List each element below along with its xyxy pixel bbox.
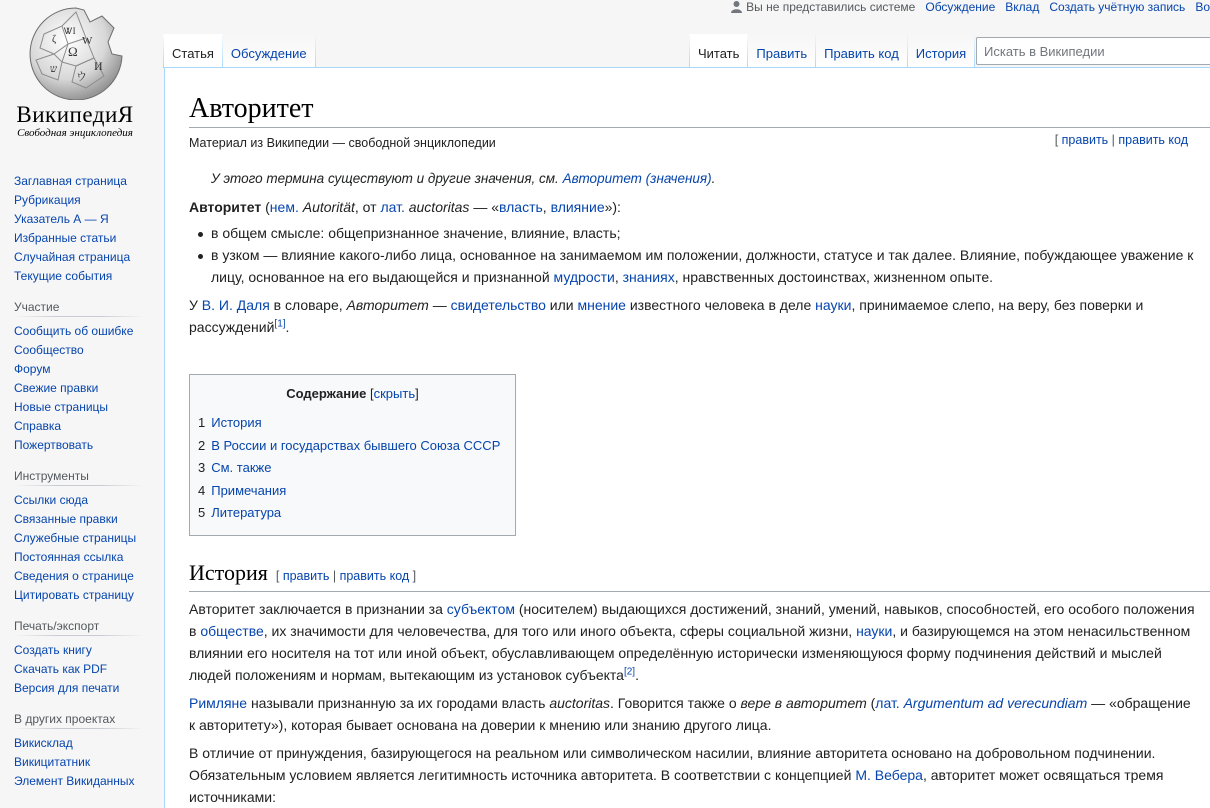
para-text: , их значимости для человечества, для того или иного объекта, сферы социальной жизни, [263,622,857,639]
lead-text: — « [469,199,500,215]
toc-item-label[interactable]: В России и государствах бывшего Союза СССР [211,437,501,453]
toc-heading: Содержание [286,386,367,401]
participation-heading: Участие [14,300,144,318]
toc-list [198,412,507,525]
list-text: , нравственных достоинствах, жизненном опыте. [674,269,994,285]
argumentum-link[interactable]: Argumentum ad verecundiam [899,694,1088,711]
lead-paragraph [189,196,1199,218]
para-text: , принимаемое слепо, на веру, без поверки и рассуждений [189,297,1144,335]
toc-item-label[interactable]: История [211,415,262,430]
romans-link[interactable]: Римляне [189,694,248,711]
sidebar-item-recent-changes[interactable]: Свежие правки [14,381,99,395]
toc-item[interactable] [198,435,507,458]
tools-portal [0,469,160,605]
toc-item[interactable] [198,457,507,480]
sidebar-item-create-book[interactable]: Создать книгу [14,643,92,657]
wisdom-link[interactable]: мудрости [553,269,615,285]
table-of-contents [189,374,516,536]
view-tabs [689,34,975,68]
subject-link[interactable]: субъектом [446,600,515,617]
edit-separator: | [1108,133,1119,147]
wikipedia-tagline: Свободная энциклопедия [17,127,133,139]
sidebar-item-random[interactable]: Случайная страница [14,250,131,264]
testimony-link[interactable]: свидетельство [450,297,546,313]
toc-number: 4 [198,482,206,498]
bracket-open: [ [1054,133,1062,147]
sidebar-item-community[interactable]: Сообщество [14,343,84,357]
definition-list [211,222,1199,288]
reference-1-link[interactable]: [1] [274,318,286,330]
user-icon [731,1,742,13]
login-link[interactable]: Во [1195,0,1210,14]
sidebar-item-forum[interactable]: Форум [14,362,51,376]
para-text: . [285,319,290,335]
power-link[interactable]: власть [499,199,543,215]
sidebar-item-page-info[interactable]: Сведения о странице [14,569,134,583]
tab-history-label: История [915,46,967,61]
opinion-link[interactable]: мнение [577,297,626,313]
tab-history[interactable] [908,34,975,68]
list-text: в узком — влияние какого-либо лица, основанное на занимаемом им положении, должности, статусе и так далее. Влияние, побуждающее уважение к лицу, основанное на его выдающейся и признанной [211,247,1194,285]
tools-heading: Инструменты [14,469,144,487]
list-item: в общем смысле: общепризнанное значение, влияние, власть; [211,222,1199,244]
section-edit-link[interactable]: править [282,568,330,583]
faith-term: вере в авторитет [740,694,867,711]
page-title: Авторитет [189,92,1210,128]
influence-link[interactable]: влияние [550,199,605,215]
lead-text: »): [604,199,621,215]
hatnote [189,168,1199,190]
site-subtitle: Материал из Википедии — свободной энциклопедии [189,136,496,150]
para-text: — «обращение к авторитету»), которая бывает основана на доверии к мнению или знанию другого лица. [189,694,1191,733]
list-item [211,244,1199,288]
sidebar-item-special-pages[interactable]: Служебные страницы [14,531,137,545]
tab-edit-label: Править [756,46,808,61]
dal-term: Авторитет [346,297,429,313]
projects-heading: В других проектах [14,712,144,730]
para-text: — [428,297,451,313]
sidebar-item-commons[interactable]: Викисклад [14,736,73,750]
para-text: Авторитет заключается в признании за [189,600,447,617]
sidebar [0,172,160,805]
para-text: в словаре, [269,297,347,313]
main-content [164,67,1210,808]
toc-number: 1 [198,415,206,430]
sidebar-item-related-changes[interactable]: Связанные правки [14,512,118,526]
svg-text:ש: ש [50,64,58,75]
lang-german-link[interactable]: нем. [269,199,299,215]
knowledge-link[interactable]: знаниях [622,269,675,285]
toc-item[interactable] [198,502,507,525]
search-placeholder: Искать в Википедии [984,44,1105,59]
toc-item[interactable] [198,480,507,503]
para-text: или [545,297,578,313]
lead-text: , [542,199,551,215]
sidebar-item-categories[interactable]: Рубрикация [14,193,81,207]
para-text: , и базирующемся на этом ненасильственном влиянии его носителя на тот или иной объект, обуславливающем определённую исторически изменяющуюся форму подчинения действий и мыслей людей положениям и нормам, вытекающим из установок субъекта [189,622,1191,683]
sidebar-item-featured[interactable]: Избранные статьи [14,231,117,245]
section-edit-links: [ править | править код ] [275,568,417,583]
list-text: , [614,269,623,285]
history-heading [189,558,1210,592]
auctoritas-term: auctoritas [549,694,611,711]
not-logged-text: Вы не представились системе [746,0,916,14]
toc-item-label[interactable]: Примечания [211,482,287,498]
society-link[interactable]: обществе [200,622,264,639]
para-text: . Говорится также о [610,694,741,711]
sidebar-item-printable[interactable]: Версия для печати [14,681,120,695]
para-text: . [635,666,639,683]
lang-latin-link-2[interactable]: лат. [875,694,900,711]
tab-article[interactable] [163,34,223,68]
para-text: называли признанную за их городами власть [247,694,550,711]
tab-read[interactable] [689,34,748,68]
disambiguation-link[interactable]: Авторитет (значения) [562,171,712,186]
weber-link[interactable]: М. Вебера [855,766,923,783]
tab-edit-source-label: Править код [824,46,899,61]
edit-source-link[interactable]: править код [1118,133,1188,147]
contributions-link[interactable]: Вклад [1005,0,1040,14]
tab-edit[interactable] [748,34,816,68]
sidebar-item-current-events[interactable]: Текущие события [14,269,113,283]
lead-text: ( [261,199,270,215]
reference-2-link[interactable]: [2] [623,665,636,677]
anon-user-label [731,0,915,14]
edit-link[interactable]: править [1061,133,1109,147]
sidebar-item-wikidata[interactable]: Элемент Викиданных [14,774,135,788]
svg-text:И: И [94,59,103,73]
toc-number: 2 [198,437,206,453]
sidebar-item-donate[interactable]: Пожертвовать [14,438,94,452]
create-account-link[interactable]: Создать учётную запись [1049,0,1186,14]
participation-portal [0,300,160,455]
history-paragraph-3 [189,742,1199,808]
sidebar-item-new-pages[interactable]: Новые страницы [14,400,109,414]
science-link[interactable]: науки [815,297,852,313]
sidebar-item-permanent-link[interactable]: Постоянная ссылка [14,550,124,564]
article-body [189,168,1199,808]
svg-text:ウ: ウ [76,71,87,83]
para-text: В отличие от принуждения, базирующегося на реальном или символическом насилии, влияние авторитета основано на добровольном подчинении. Обязательным условием является легитимность источника авторитета. В соответствии с концепцией [189,744,1156,783]
para-text: (носителем) выдающихся достижений, знаний, умений, навыков, способностей, его особого положения в [189,600,1195,639]
navigation-portal [0,172,160,286]
sidebar-item-what-links-here[interactable]: Ссылки сюда [14,493,88,507]
lead-latin-word: auctoritas [404,199,470,215]
projects-portal [0,712,160,791]
sidebar-item-wikiquote[interactable]: Викицитатник [14,755,91,769]
toc-item-label[interactable]: См. также [211,460,272,475]
tab-edit-source[interactable] [816,34,908,68]
toc-number: 3 [198,460,206,475]
history-heading-text: История [189,559,268,585]
tab-article-label: Статья [172,46,214,61]
history-paragraph-2 [189,692,1199,736]
lead-text: , от [354,199,381,215]
print-portal [0,619,160,698]
toc-item[interactable] [198,412,507,435]
hatnote-end: . [711,171,716,186]
dal-link[interactable]: В. И. Даля [201,297,270,313]
para-text: , авторитет может освящаться тремя источниками: [189,766,1164,805]
section-edit-source-link[interactable]: править код [339,568,410,583]
sidebar-item-main-page[interactable]: Заглавная страница [14,174,127,188]
lead-edit-links [1055,133,1188,147]
hatnote-text: У этого термина существуют и другие значения, см. [211,171,563,186]
sidebar-item-help[interactable]: Справка [14,419,62,433]
toc-hide-link[interactable]: скрыть [373,386,416,401]
lead-german-word: Autorität [298,199,355,215]
search-input[interactable] [976,37,1210,65]
dal-paragraph [189,294,1199,338]
personal-tools [731,0,1210,14]
svg-text:Ω: Ω [68,44,78,59]
toc-number: 5 [198,505,206,520]
science-link-2[interactable]: науки [856,622,893,639]
tab-read-label: Читать [698,46,740,61]
toc-item-label[interactable]: Литература [211,505,282,520]
lang-latin-link[interactable]: лат. [380,199,405,215]
toc-hide-wrapper: [скрыть] [369,386,419,401]
svg-text:W: W [82,35,93,47]
wikipedia-logo[interactable] [0,0,160,160]
sidebar-item-report-error[interactable]: Сообщить об ошибке [14,324,134,338]
puzzle-globe-icon [24,4,128,100]
history-paragraph-1 [189,598,1199,686]
namespace-tabs [163,34,316,68]
lead-term: Авторитет [189,199,262,215]
wikipedia-wordmark: ВикипедиЯ [16,102,134,127]
sidebar-item-cite-page[interactable]: Цитировать страницу [14,588,134,602]
personal-talk-link[interactable]: Обсуждение [925,0,996,14]
print-heading: Печать/экспорт [14,619,144,637]
sidebar-item-index[interactable]: Указатель А — Я [14,212,109,226]
svg-text:ᏔІ: ᏔІ [64,26,76,36]
sidebar-item-download-pdf[interactable]: Скачать как PDF [14,662,108,676]
svg-text:ζ: ζ [52,34,57,45]
para-text: У [189,297,202,313]
tab-talk-label: Обсуждение [230,46,307,61]
tab-talk[interactable] [223,34,316,68]
para-text: ( [866,694,876,711]
toc-title [198,383,507,405]
para-text: известного человека в деле [625,297,816,313]
